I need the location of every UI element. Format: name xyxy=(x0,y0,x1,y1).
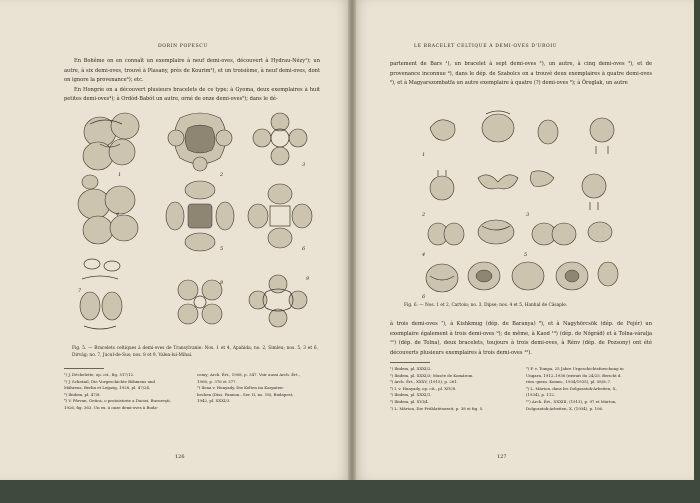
figure-number: 5 xyxy=(220,246,224,252)
figure-number: 3 xyxy=(526,212,530,218)
figure-number: 2 xyxy=(220,172,224,178)
footnote: ⁵) Ilona v. Hunyady, Die Kelten im Karpaten- xyxy=(197,385,284,391)
footnote: ⁴) I. v. Hunyady, op. cit., pl. XIV/8. xyxy=(390,385,457,391)
bracelet-drawing xyxy=(83,113,139,170)
right-page-number: 127 xyxy=(497,454,507,460)
footnote: ⁹) L. Márton, dans les Dolgozatok-Arbeiten, X, xyxy=(526,385,617,391)
footnote: becken (Diss. Pannon., Ser. II, no. 18), Budapest, xyxy=(197,391,294,397)
footnote: (1934), p. 112. xyxy=(526,392,556,398)
bracelet-drawing xyxy=(249,275,307,327)
left-body-text xyxy=(64,57,320,105)
footnote: Ungarn, 1912–1936 (extrait du 24/25. Bericht d. xyxy=(526,372,622,378)
figure-number: 1 xyxy=(422,152,426,158)
figure-6-illustration xyxy=(420,108,620,300)
footnote-rule xyxy=(390,362,430,363)
figure-6-bracelets xyxy=(420,108,620,300)
footnote: ⁴) V. Pârvan, Getica, o protoistorie a Daciei, Bucureşti, xyxy=(64,398,171,404)
right-paragraph: à trois demi-oves ⁷), à Kishkmug (dép. de Baranya) ⁸), et à Nagyhörcsök (dép. de Fejér) un exemplaire également à trois demi-oves ⁹); de même, à Kaod ¹⁰) (dép. de Nógrád) et à Tolna-váralja ¹¹) (dép. de Tolna), deux bracelets, toujours à trois demi-oves, à Rénv (dép. de Pozsony) ont été découverts plusieurs exemplaires à trois demi-oves ¹²). xyxy=(390,321,652,356)
figure-5-bracelets xyxy=(70,104,320,336)
right-paragraph: partement de Bars ¹), un bracelet à sept demi-oves ²), un autre, à cinq demi-oves ³), et de provenance inconnue ⁴), dans le dép. de Szabolcs on a trouvé deux exemplaires à quatre demi-oves ⁵), et à Magyarszombatfa un autre exemplaire à quatre (?) demi-oves ⁶); à Öreglak, un autre xyxy=(390,61,652,87)
right-running-head: LE BRACELET CELTIQUE À DEMI-OVES D'UROIU xyxy=(414,44,558,49)
right-page xyxy=(352,0,694,480)
bracelet-drawing xyxy=(80,259,122,329)
figure-number: 1 xyxy=(118,172,122,178)
footnote: röm.-germ. Komm., 1934/1935), pl. 58/8–7. xyxy=(526,379,612,385)
bracelet-drawing xyxy=(428,220,612,245)
figure-5-illustration xyxy=(70,104,320,336)
bracelet-drawing xyxy=(253,113,307,165)
figure-number: 8 xyxy=(220,280,224,286)
footnote: ⁵) Ibidem, pl. XXXI/1. xyxy=(390,392,432,398)
footnote: ³) Ibidem, pl. 47/8. xyxy=(64,391,101,397)
footnote: Mährens, Berlin et Leipzig, 1928, pl. 47/24. xyxy=(64,385,151,391)
figure-number: 9 xyxy=(306,276,310,282)
bracelet-drawing xyxy=(166,181,234,251)
bracelet-drawing xyxy=(430,170,606,210)
right-body-text-top xyxy=(390,60,652,89)
right-body-text-bottom xyxy=(390,320,652,358)
left-paragraph: En Bohême on en connaît un exemplaire à neuf demi-oves, découvert à Hydrau-Nézy¹); un autre, à six demi-oves, trouvé à Plasany, près de Kourim²), et un troisième, à neuf demi-oves, dont on ignore la provenance³); etc. xyxy=(64,58,320,84)
figure-number: 4 xyxy=(422,252,426,258)
footnote: ⁸) F. v. Tompa, 25 Jahre Urgeschichtsforschung in xyxy=(526,366,624,371)
left-paragraph: En Hongrie on a découvert plusieurs bracelets de ce type; à Gyoma, deux exemplaires à huit petites demi-oves⁴); à Ordód-Babót un autre, orné de onze demi-oves⁵); dans le dé- xyxy=(64,86,320,103)
footnote: 1908, p. 376 et 377. xyxy=(197,378,237,384)
book-gutter xyxy=(348,0,356,480)
figure-number: 7 xyxy=(78,288,82,294)
footnote: ¹) J. Déchelette, op. cit., fig. 517/12. xyxy=(64,372,135,377)
footnote: Dolgozatok-Arbeiten, X, (1934), p. 106. xyxy=(526,405,604,411)
bracelet-drawing xyxy=(248,184,312,248)
footnote: 1926, fig. 363. Un ex. à onze demi-oves à Buda- xyxy=(64,404,158,410)
bracelet-drawing xyxy=(426,262,618,292)
figure-number: 6 xyxy=(422,294,426,300)
footnote-rule xyxy=(64,368,104,369)
footnote: ²) J. Schránil, Die Vorgeschichte Böhmens und xyxy=(64,378,156,384)
footnote: ¹⁰) Arch. Ért., XXXIII, (1913), p. 97 et Márton, xyxy=(526,398,617,404)
figure-6-caption: Fig. 6. — Nos. 1 et 2, Cartoiu; no. 3, Dipse; nos. 4 et 5, Hanhal de Căsaple. xyxy=(404,303,568,308)
footnote: ³) Arch. Ért., XXXV, (1915), p. 261. xyxy=(390,379,459,385)
footnote: ²) Ibidem, pl. XXXI/3; Musée de Komárom. xyxy=(390,372,474,378)
footnote: comy; Arch. Ért., 1908, p. 347. Voir aussi Arch. Ért., xyxy=(197,372,300,377)
bracelet-drawing xyxy=(178,280,222,324)
left-page xyxy=(0,0,352,480)
left-page-number: 126 xyxy=(175,454,185,460)
figure-5-caption: Fig. 5. — Bracelets celtiques à demi-oves de Transylvanie: Nos. 1 et 4, Apahida; no. 2, Simleu; nos. 5, 3 et 6, Dirvág; no. 7, Jucul-de-Sus; nos. 8 et 9, Valea-lui-Mihai. xyxy=(72,346,318,358)
footnote: ¹) Ibidem, pl. XXXI/2. xyxy=(390,366,432,371)
footnote: ⁷) L. Márton, Die Frühlatènezeit, p. 38 et fig. 5. xyxy=(390,405,484,411)
bracelet-drawing xyxy=(168,113,232,171)
figure-number: 4 xyxy=(116,212,120,218)
bracelet-drawing xyxy=(430,111,614,154)
figure-number: 5 xyxy=(524,252,528,258)
right-footnotes xyxy=(390,366,652,412)
bracelet-drawing xyxy=(78,175,138,244)
left-running-head: DORIN POPESCU xyxy=(158,44,208,49)
left-footnotes xyxy=(64,372,320,412)
figure-number: 6 xyxy=(302,246,306,252)
footnote: ⁶) Ibidem, pl. XVI/4. xyxy=(390,398,429,404)
figure-number: 2 xyxy=(422,212,426,218)
figure-number: 3 xyxy=(302,162,306,168)
footnote: 1942, pl. XXXI/3. xyxy=(197,398,231,404)
